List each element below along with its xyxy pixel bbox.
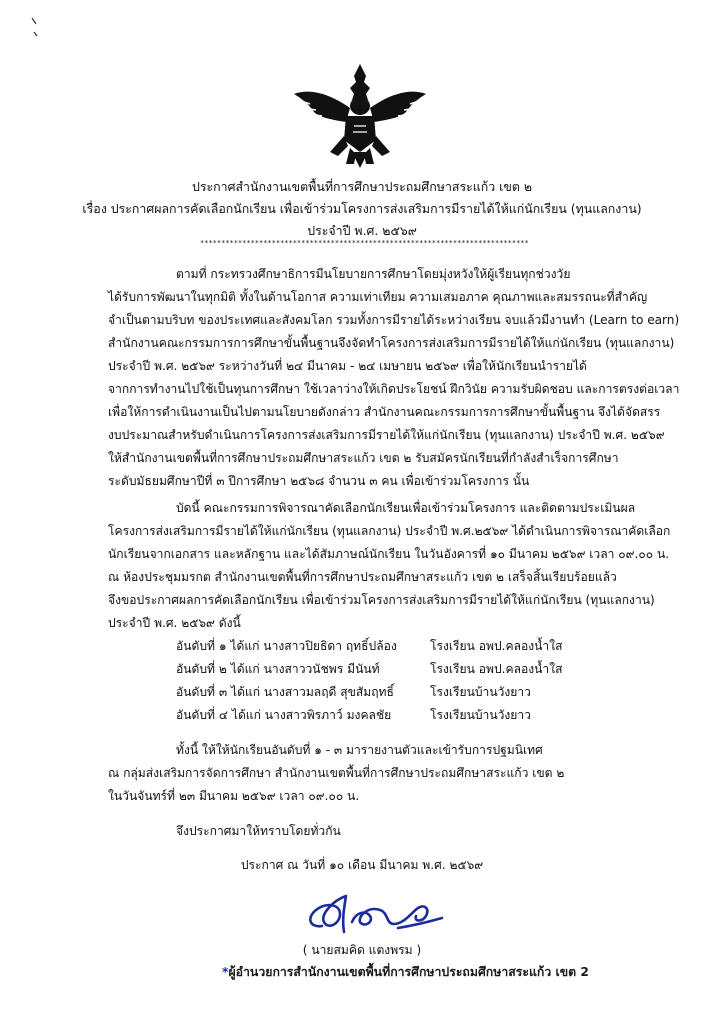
paragraph2-line: นักเรียนจากเอกสาร และหลักฐาน และได้สัมภาษณ์นักเรียน ในวันอังคารที่ ๑๐ มีนาคม ๒๕๖๙ เวลา ๐๙.๐๐ น. — [108, 547, 670, 561]
paragraph1-line: ระดับมัธยมศึกษาปีที่ ๓ ปีการศึกษา ๒๕๖๘ จำนวน ๓ คน เพื่อเข้าร่วมโครงการ นั้น — [108, 474, 530, 488]
paragraph3-line: ณ กลุ่มส่งเสริมการจัดการศึกษา สำนักงานเขตพื้นที่การศึกษาประถมศึกษาสระแก้ว เขต ๒ — [108, 766, 565, 780]
star-separator: ****************************************************************************** — [200, 239, 529, 247]
ranking-school: โรงเรียน อพป.คลองน้ำใส — [430, 639, 563, 653]
announce-date: ประกาศ ณ วันที่ ๑๐ เดือน มีนาคม พ.ศ. ๒๕๖๙ — [240, 858, 484, 872]
paragraph1-line: จำเป็นตามบริบท ของประเทศและสังคมโลก รวมทั้งการมีรายได้ระหว่างเรียน จบแล้วมีงานทำ (Learn to earn) — [108, 313, 680, 327]
garuda-emblem-icon — [290, 60, 430, 170]
paragraph1-line: สำนักงานคณะกรรมการการศึกษาขั้นพื้นฐานจึงจัดทำโครงการส่งเสริมการมีรายได้ให้แก่นักเรียน (ทุนแลกงาน) — [108, 336, 675, 350]
fiscal-year-line: ประจำปี พ.ศ. ๒๕๖๙ — [307, 223, 417, 238]
signer-title — [222, 963, 589, 982]
ranking-name: อันดับที่ ๔ ได้แก่ นางสาวพิรภาว์ มงคลชัย — [176, 708, 392, 722]
paragraph1-line: ให้สำนักงานเขตพื้นที่การศึกษาประถมศึกษาสระแก้ว เขต ๒ รับสมัครนักเรียนที่กำลังสำเร็จการศึกษา — [108, 451, 619, 465]
announcement-heading: ประกาศสำนักงานเขตพื้นที่การศึกษาประถมศึกษาสระแก้ว เขต ๒ — [191, 179, 533, 194]
paragraph2-line: โครงการส่งเสริมการมีรายได้ให้แก่นักเรียน (ทุนแลกงาน) ประจำปี พ.ศ.๒๕๖๙ ได้ดำเนินการพิจารณาคัดเลือก — [108, 524, 671, 538]
paragraph3-line: ในวันจันทร์ที่ ๒๓ มีนาคม ๒๕๖๙ เวลา ๐๙.๐๐ น. — [108, 789, 360, 803]
paragraph1-line: ได้รับการพัฒนาในทุกมิติ ทั้งในด้านโอกาส ความเท่าเทียม ความเสมอภาค คุณภาพและสมรรถนะที่สำคัญ — [108, 290, 648, 304]
closing-line: จึงประกาศมาให้ทราบโดยทั่วกัน — [176, 824, 341, 838]
ranking-name: อันดับที่ ๓ ได้แก่ นางสาวมลฤดี สุขสัมฤทธิ์ — [176, 685, 394, 699]
signature — [300, 882, 450, 942]
paragraph1-line: งบประมาณสำหรับดำเนินการโครงการส่งเสริมการมีรายได้ให้แก่นักเรียน (ทุนแลกงาน) ประจำปี พ.ศ. ๒๕๖๙ — [108, 428, 665, 442]
scan-mark-icon — [30, 10, 40, 40]
ranking-school: โรงเรียนบ้านวังยาว — [430, 708, 531, 722]
paragraph2-line: บัดนี้ คณะกรรมการพิจารณาคัดเลือกนักเรียนเพื่อเข้าร่วมโครงการ และติดตามประเมินผล — [176, 501, 636, 515]
paragraph2-line: ณ ห้องประชุมมรกต สำนักงานเขตพื้นที่การศึกษาประถมศึกษาสระแก้ว เขต ๒ เสร็จสิ้นเรียบร้อยแล้ว — [108, 570, 617, 584]
subject-line: เรื่อง ประกาศผลการคัดเลือกนักเรียน เพื่อเข้าร่วมโครงการส่งเสริมการมีรายได้ให้แก่นักเรียน (ทุนแลกงาน) — [82, 201, 642, 216]
paragraph2-line: จึงขอประกาศผลการคัดเลือกนักเรียน เพื่อเข้าร่วมโครงการส่งเสริมการมีรายได้ให้แก่นักเรียน (ทุนแลกงาน) — [108, 593, 655, 607]
signer-title-mark: * — [222, 965, 229, 979]
signer-title-text: ผู้อำนวยการสำนักงานเขตพื้นที่การศึกษาประถมศึกษาสระแก้ว เขต 2 — [228, 965, 589, 979]
ranking-school: โรงเรียนบ้านวังยาว — [430, 685, 531, 699]
paragraph1-line: จากการทำงานไปใช้เป็นทุนการศึกษา ใช้เวลาว่างให้เกิดประโยชน์ ฝึกวินัย ความรับผิดชอบ และการตรงต่อเวลา — [108, 382, 680, 396]
paragraph1-line: ตามที่ กระทรวงศึกษาธิการมีนโยบายการศึกษาโดยมุ่งหวังให้ผู้เรียนทุกช่วงวัย — [176, 267, 571, 281]
ranking-name: อันดับที่ ๑ ได้แก่ นางสาวปิยธิดา ฤทธิ์ปล้อง — [176, 639, 397, 653]
ranking-name: อันดับที่ ๒ ได้แก่ นางสาววนัชพร มีนันท์ — [176, 662, 380, 676]
signer-name: ( นายสมคิด แตงพรม ) — [302, 943, 422, 957]
paragraph3-line: ทั้งนี้ ให้ให้นักเรียนอันดับที่ ๑ - ๓ มารายงานตัวและเข้ารับการปฐมนิเทศ — [176, 743, 543, 757]
paragraph1-line: เพื่อให้การดำเนินงานเป็นไปตามนโยบายดังกล่าว สำนักงานคณะกรรมการการศึกษาขั้นพื้นฐาน จึงได้จัดสรร — [108, 405, 661, 419]
ranking-school: โรงเรียน อพป.คลองน้ำใส — [430, 662, 563, 676]
paragraph2-line: ประจำปี พ.ศ. ๒๕๖๙ ดังนี้ — [108, 616, 241, 630]
paragraph1-line: ประจำปี พ.ศ. ๒๕๖๙ ระหว่างวันที่ ๒๔ มีนาคม - ๒๔ เมษายน ๒๕๖๙ เพื่อให้นักเรียนนำรายได้ — [108, 359, 587, 373]
